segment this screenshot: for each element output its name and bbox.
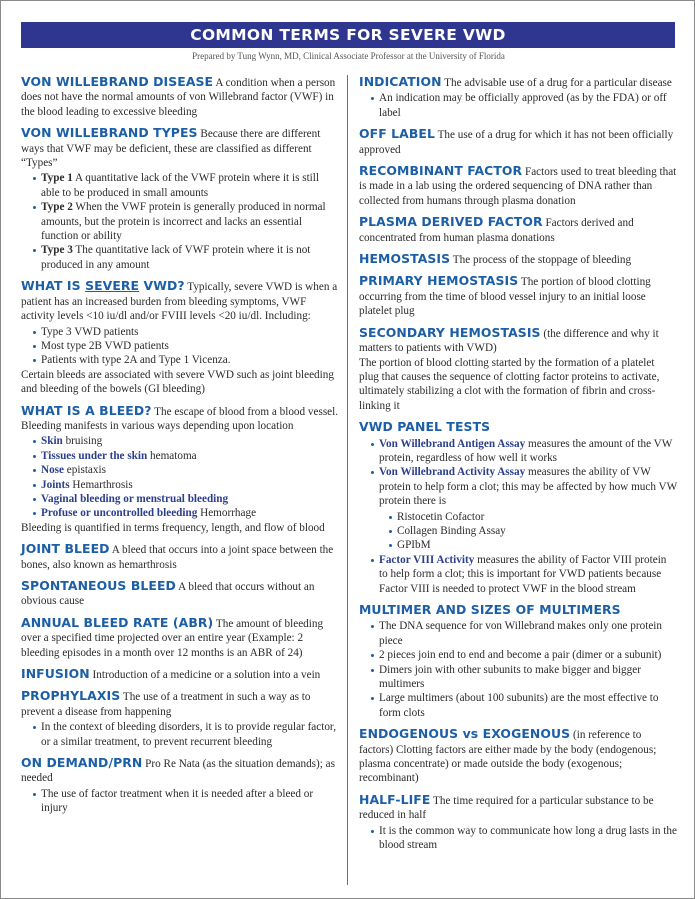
term-definition: The amount of bleeding over a specified time projected over an entire year (Example: 2 bleeding episodes in a month over 12 months is an ABR of 24) (21, 617, 324, 659)
term-heading-part: VWD? (139, 278, 185, 294)
term-definition: (in reference to factors) Clotting factors are either made by the body (endogenous; plasma concentrate) or made outside the body (exogenous; recombinant) (359, 729, 657, 785)
severe-list (21, 325, 339, 368)
entry-what-is-severe-vwd (21, 279, 339, 396)
secondary-description: The portion of blood clotting started by the formation of a platelet plug that causes the sequence of clotting factor proteins to activate, ultimately stabilizing a clot with the formation of fibrin and cross-linking it (359, 356, 660, 412)
item-label: Type 1 (41, 172, 73, 185)
term-heading: PROPHYLAXIS (21, 688, 121, 704)
item-label: Type 3 (41, 244, 73, 257)
item-text: epistaxis (66, 464, 106, 477)
author-byline: Prepared by Tung Wynn, MD, Clinical Associate Professor at the University of Florida (192, 51, 505, 61)
term-heading: JOINT BLEED (21, 541, 110, 557)
item-label: Joints (41, 478, 70, 491)
list-item (371, 553, 677, 596)
term-definition: A bleed that occurs without an obvious cause (21, 581, 315, 608)
page-title: COMMON TERMS FOR SEVERE VWD (21, 22, 675, 48)
item-text: The quantitative lack of VWF protein where it is not produced in any amount (41, 244, 311, 271)
term-heading-underlined: SEVERE (85, 278, 140, 294)
list-item: In the context of bleeding disorders, it is to provide regular factor, or a similar treatment, to prevent recurrent bleeding (33, 720, 339, 749)
term-definition: Because there are different ways that VWF may be deficient, these are classified as different “Types” (21, 128, 321, 170)
entry-vwd-panel-tests (359, 420, 677, 596)
entry-joint-bleed (21, 542, 339, 572)
multimer-list (359, 619, 677, 720)
term-heading: HALF-LIFE (359, 791, 431, 807)
list-item (33, 171, 339, 200)
entry-indication (359, 75, 677, 120)
panel-list (359, 437, 677, 596)
term-definition: Factors derived and concentrated from human plasma donations (359, 217, 634, 244)
term-heading (21, 278, 185, 293)
on-demand-list (21, 787, 339, 816)
term-definition: A bleed that occurs into a joint space between the bones, also known as hemarthrosis (21, 544, 334, 571)
bleed-note: Bleeding is quantified in terms frequency, length, and flow of blood (21, 521, 325, 534)
entry-primary-hemostasis (359, 274, 677, 318)
term-heading: OFF LABEL (359, 126, 435, 142)
item-label: Von Willebrand Activity Assay (379, 466, 526, 479)
entry-recombinant-factor (359, 164, 677, 208)
item-label: Factor VIII Activity (379, 553, 475, 566)
term-heading: ANNUAL BLEED RATE (ABR) (21, 614, 214, 630)
term-heading: HEMOSTASIS (359, 251, 451, 267)
item-text: hematoma (150, 449, 197, 462)
list-item: Patients with type 2A and Type 1 Vicenza. (33, 353, 339, 367)
term-heading: WHAT IS A BLEED? (21, 402, 152, 418)
entry-prophylaxis (21, 689, 339, 749)
term-heading: ENDOGENOUS vs EXOGENOUS (359, 726, 571, 742)
item-label: Type 2 (41, 201, 73, 214)
left-column (21, 75, 339, 823)
entry-secondary-hemostasis (359, 326, 677, 413)
list-item: Dimers join with other subunits to make bigger and bigger multimers (371, 663, 677, 692)
term-heading: ON DEMAND/PRN (21, 755, 143, 771)
list-item: Large multimers (about 100 subunits) are the most effective to form clots (371, 691, 677, 720)
entry-half-life (359, 793, 677, 853)
list-item (33, 492, 339, 506)
list-item: Collagen Binding Assay (389, 524, 677, 538)
list-item (33, 463, 339, 477)
term-definition: The process of the stoppage of bleeding (452, 254, 632, 267)
item-label: Tissues under the skin (41, 449, 148, 462)
item-label: Von Willebrand Antigen Assay (379, 437, 526, 450)
term-heading: SECONDARY HEMOSTASIS (359, 324, 541, 340)
item-label: Nose (41, 464, 64, 477)
term-definition: The use of a treatment in such a way as to prevent a disease from happening (21, 691, 311, 718)
list-item (33, 434, 339, 448)
item-text: Hemarthrosis (72, 478, 133, 491)
item-label: Skin (41, 435, 63, 448)
term-heading: INFUSION (21, 666, 90, 682)
item-text: A quantitative lack of the VWF protein where it is still able to be produced in small amounts (41, 172, 320, 199)
term-heading: VON WILLEBRAND TYPES (21, 125, 198, 141)
entry-annual-bleed-rate (21, 616, 339, 660)
term-definition: The escape of blood from a blood vessel. Bleeding manifests in various ways depending upon location (21, 405, 339, 432)
list-item: GPIbM (389, 538, 677, 552)
list-item (33, 506, 339, 520)
list-item: It is the common way to communicate how long a drug lasts in the blood stream (371, 824, 677, 853)
list-item (371, 465, 677, 552)
list-item: Ristocetin Cofactor (389, 510, 677, 524)
term-definition: (the difference and why it matters to patients with VWD) (359, 327, 659, 355)
term-definition: A condition when a person does not have the normal amounts of von Willebrand factor (VWF) in the blood leading to excessive bleeding (21, 77, 336, 118)
item-text: bruising (65, 435, 103, 448)
item-label: Vaginal bleeding or menstrual bleeding (41, 492, 229, 505)
activity-sub-list (379, 510, 677, 553)
entry-multimer (359, 603, 677, 720)
entry-what-is-a-bleed (21, 404, 339, 536)
list-item: The use of factor treatment when it is needed after a bleed or injury (33, 787, 339, 816)
entry-endogenous-vs-exogenous (359, 727, 677, 786)
term-heading: RECOMBINANT FACTOR (359, 163, 523, 179)
list-item: The DNA sequence for von Willebrand makes only one protein piece (371, 619, 677, 648)
term-heading: VWD PANEL TESTS (359, 419, 491, 435)
term-definition: Factors used to treat bleeding that is made in a lab using the ordered sequencing of DNA rather than collected from humans through plasma donation (359, 166, 677, 207)
term-definition: The advisable use of a drug for a particular disease (444, 77, 672, 89)
list-item: Most type 2B VWD patients (33, 339, 339, 353)
term-heading: VON WILLEBRAND DISEASE (21, 74, 214, 89)
list-item (33, 449, 339, 463)
entry-hemostasis (359, 252, 677, 267)
list-item (371, 437, 677, 466)
entry-spontaneous-bleed (21, 579, 339, 609)
item-text: Hemorrhage (200, 507, 257, 520)
term-heading: INDICATION (359, 74, 442, 89)
severe-note: Certain bleeds are associated with severe VWD such as joint bleeding and bleeding of the bowels (GI bleeding) (21, 368, 334, 396)
item-text: measures the ability of Factor VIII protein to help form a clot; this is important for VWD patients because Factor VIII is needed to protect VWF in the blood stream (379, 553, 667, 595)
item-text: measures the amount of the VW protein, regardless of how well it works (379, 437, 673, 464)
list-item (33, 200, 339, 243)
term-heading-part: WHAT IS (21, 278, 86, 294)
entry-off-label (359, 127, 677, 157)
term-heading: PLASMA DERIVED FACTOR (359, 214, 543, 230)
types-list (21, 171, 339, 272)
item-label: Profuse or uncontrolled bleeding (41, 507, 198, 520)
term-definition: Typically, severe VWD is when a patient has an increased burden from bleeding symptoms, VWF activity levels <10 iu/dl and/or FVIII levels <20 iu/dl. Including: (21, 281, 338, 323)
list-item (33, 243, 339, 272)
entry-infusion (21, 667, 339, 682)
term-heading: PRIMARY HEMOSTASIS (359, 273, 519, 289)
list-item: 2 pieces join end to end and become a pair (dimer or a subunit) (371, 648, 677, 662)
bleed-list (21, 434, 339, 520)
term-definition: The use of a drug for which it has not been officially approved (359, 129, 674, 156)
item-text: When the VWF protein is generally produced in normal amounts, but the protein is incorrect and lacks an essential function or ability (41, 201, 326, 243)
list-item: An indication may be officially approved (as by the FDA) or off label (371, 91, 677, 120)
entry-von-willebrand-types (21, 126, 339, 272)
term-definition: Pro Re Nata (as the situation demands); as needed (21, 758, 335, 785)
item-text: measures the ability of VW protein to help form a clot; this may be affected by how much VW protein there is (379, 466, 677, 508)
list-item: Type 3 VWD patients (33, 325, 339, 339)
right-column (359, 75, 677, 860)
entry-on-demand-prn (21, 756, 339, 816)
list-item (33, 478, 339, 492)
entry-plasma-derived-factor (359, 215, 677, 245)
term-definition: The time required for a particular substance to be reduced in half (359, 794, 654, 822)
indication-list (359, 91, 677, 120)
prophylaxis-list (21, 720, 339, 749)
term-definition: The portion of blood clotting occurring from the time of blood vessel injury to an initial loose platelet plug (359, 276, 651, 318)
term-definition: Introduction of a medicine or a solution into a vein (92, 669, 321, 682)
term-heading: MULTIMER AND SIZES OF MULTIMERS (359, 602, 621, 617)
term-heading: SPONTANEOUS BLEED (21, 578, 176, 593)
half-life-list (359, 824, 677, 853)
column-divider (347, 75, 348, 885)
entry-von-willebrand-disease (21, 75, 339, 119)
